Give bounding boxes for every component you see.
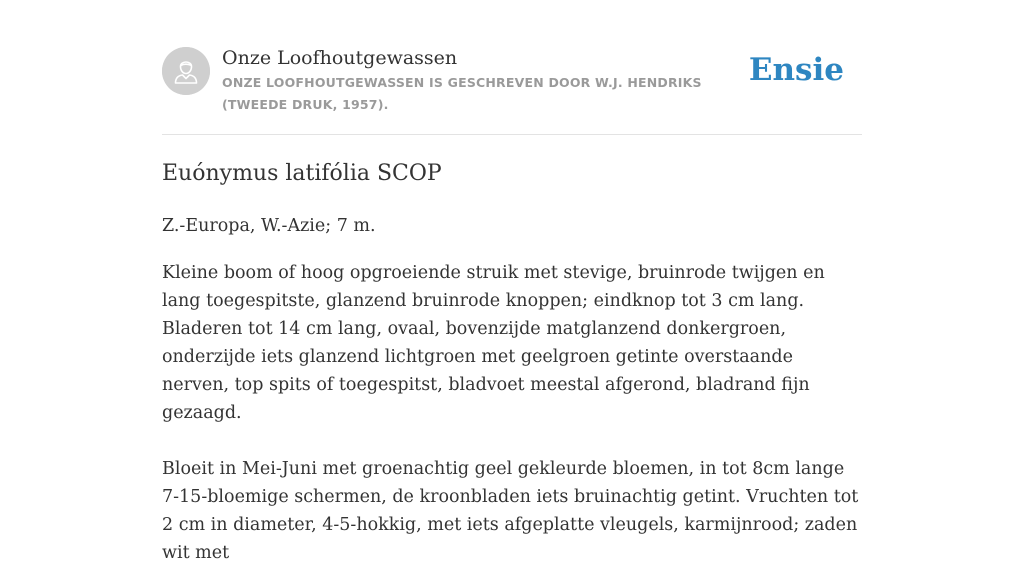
avatar[interactable] [162, 47, 210, 95]
source-header [162, 44, 862, 135]
brand-logo[interactable]: Ensie [748, 52, 844, 88]
entry-title: Euónymus latifólia SCOP [162, 161, 442, 186]
entry-paragraph-origin: Z.-Europa, W.-Azie; 7 m. [162, 216, 376, 236]
user-silhouette-icon [162, 47, 210, 95]
source-title[interactable]: Onze Loofhoutgewassen [222, 47, 458, 69]
entry-paragraph-flowering: Bloeit in Mei-Juni met groenachtig geel gekleurde bloemen, in tot 8cm lange 7-15-bloemige schermen, de kroonbladen iets bruinachtig getint. Vruchten tot 2 cm in diameter, 4-5-hokkig, met iets afgeplatte vleugels, karmijnrood; zaden wit met [162, 459, 859, 563]
entry-paragraph-description: Kleine boom of hoog opgroeiende struik met stevige, bruinrode twijgen en lang toegespitste, glanzend bruinrode knoppen; eindknop tot 3 cm lang. Bladeren tot 14 cm lang, ovaal, bovenzijde matglanzend donkergroen, onderzijde iets glanzend lichtgroen met geelgroen getinte overstaande nerven, top spits of toegespitst, bladvoet meestal afgerond, bladrand fijn gezaagd. [162, 263, 825, 423]
entry-content [162, 212, 862, 567]
source-subtitle: ONZE LOOFHOUTGEWASSEN IS GESCHREVEN DOOR W.J. HENDRIKS (TWEEDE DRUK, 1957). [222, 75, 702, 112]
